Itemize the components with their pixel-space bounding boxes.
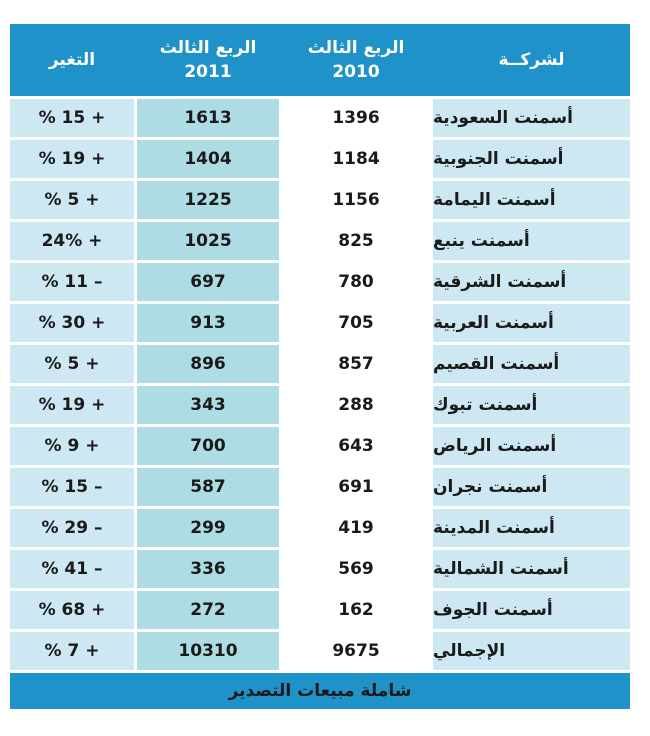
cell-q3-2010: 1156 <box>282 181 430 219</box>
cell-q3-2011: 343 <box>137 386 279 424</box>
table-row <box>10 591 630 629</box>
cell-q3-2011: 697 <box>137 263 279 301</box>
table-row <box>10 509 630 547</box>
cell-q3-2010: 643 <box>282 427 430 465</box>
cell-company: أسمنت المدينة <box>433 509 630 547</box>
table-row <box>10 550 630 588</box>
table-row <box>10 263 630 301</box>
cell-q3-2011: 299 <box>137 509 279 547</box>
cell-q3-2010: 9675 <box>282 632 430 670</box>
cell-change: % 15 – <box>10 468 134 506</box>
header-q3-2010-line2: 2010 <box>332 62 380 82</box>
cell-q3-2011: 587 <box>137 468 279 506</box>
cell-change: % 5 + <box>10 345 134 383</box>
header-company <box>433 24 630 96</box>
table-body <box>10 99 630 670</box>
cell-q3-2011: 10310 <box>137 632 279 670</box>
table-row <box>10 345 630 383</box>
cell-change: % 19 + <box>10 140 134 178</box>
cell-company: أسمنت الجوف <box>433 591 630 629</box>
cell-change: % 7 + <box>10 632 134 670</box>
cell-q3-2011: 913 <box>137 304 279 342</box>
cell-company: أسمنت السعودية <box>433 99 630 137</box>
cell-company: أسمنت العربية <box>433 304 630 342</box>
cell-change: % 41 – <box>10 550 134 588</box>
table-row <box>10 140 630 178</box>
cell-q3-2010: 705 <box>282 304 430 342</box>
cell-company: الإجمالي <box>433 632 630 670</box>
cell-change: 24% + <box>10 222 134 260</box>
table-row <box>10 468 630 506</box>
cell-change: % 9 + <box>10 427 134 465</box>
cell-company: أسمنت تبوك <box>433 386 630 424</box>
cell-q3-2010: 288 <box>282 386 430 424</box>
cell-company: أسمنت اليمامة <box>433 181 630 219</box>
header-q3-2011-line1: الربع الثالث <box>159 38 257 58</box>
cell-q3-2010: 569 <box>282 550 430 588</box>
cell-change: % 5 + <box>10 181 134 219</box>
cell-change: % 15 + <box>10 99 134 137</box>
table-row <box>10 181 630 219</box>
header-q3-2011-line2: 2011 <box>184 62 232 82</box>
cell-q3-2010: 691 <box>282 468 430 506</box>
footer-note: شاملة مبيعات التصدير <box>228 681 412 701</box>
cell-q3-2011: 700 <box>137 427 279 465</box>
header-change-label: التغير <box>48 50 96 70</box>
header-q3-2010-line1: الربع الثالث <box>307 38 405 58</box>
cell-company: أسمنت ينبع <box>433 222 630 260</box>
cell-change: % 19 + <box>10 386 134 424</box>
header-q3-2010 <box>282 24 430 96</box>
table-row <box>10 632 630 670</box>
cell-company: أسمنت القصيم <box>433 345 630 383</box>
cell-company: أسمنت الجنوبية <box>433 140 630 178</box>
cell-company: أسمنت الرياض <box>433 427 630 465</box>
cell-q3-2010: 857 <box>282 345 430 383</box>
cell-change: % 30 + <box>10 304 134 342</box>
cell-company: أسمنت نجران <box>433 468 630 506</box>
cell-change: % 68 + <box>10 591 134 629</box>
cell-q3-2011: 1404 <box>137 140 279 178</box>
table-header <box>10 24 630 96</box>
cell-q3-2011: 1225 <box>137 181 279 219</box>
cell-q3-2010: 419 <box>282 509 430 547</box>
header-q3-2011 <box>137 24 279 96</box>
cell-q3-2010: 1396 <box>282 99 430 137</box>
cell-q3-2011: 896 <box>137 345 279 383</box>
cell-q3-2011: 1025 <box>137 222 279 260</box>
cell-q3-2010: 162 <box>282 591 430 629</box>
table-row <box>10 386 630 424</box>
table-row <box>10 222 630 260</box>
cell-q3-2011: 336 <box>137 550 279 588</box>
table-row <box>10 427 630 465</box>
cell-company: أسمنت الشمالية <box>433 550 630 588</box>
cell-company: أسمنت الشرقية <box>433 263 630 301</box>
cell-q3-2011: 272 <box>137 591 279 629</box>
cell-change: % 29 – <box>10 509 134 547</box>
sales-table <box>10 24 630 709</box>
cell-q3-2010: 825 <box>282 222 430 260</box>
cell-q3-2010: 780 <box>282 263 430 301</box>
cell-q3-2010: 1184 <box>282 140 430 178</box>
header-company-label: لشركــة <box>498 50 565 70</box>
cell-q3-2011: 1613 <box>137 99 279 137</box>
table-row <box>10 99 630 137</box>
table-row <box>10 304 630 342</box>
table-footer <box>10 673 630 709</box>
header-change <box>10 24 134 96</box>
cell-change: % 11 – <box>10 263 134 301</box>
